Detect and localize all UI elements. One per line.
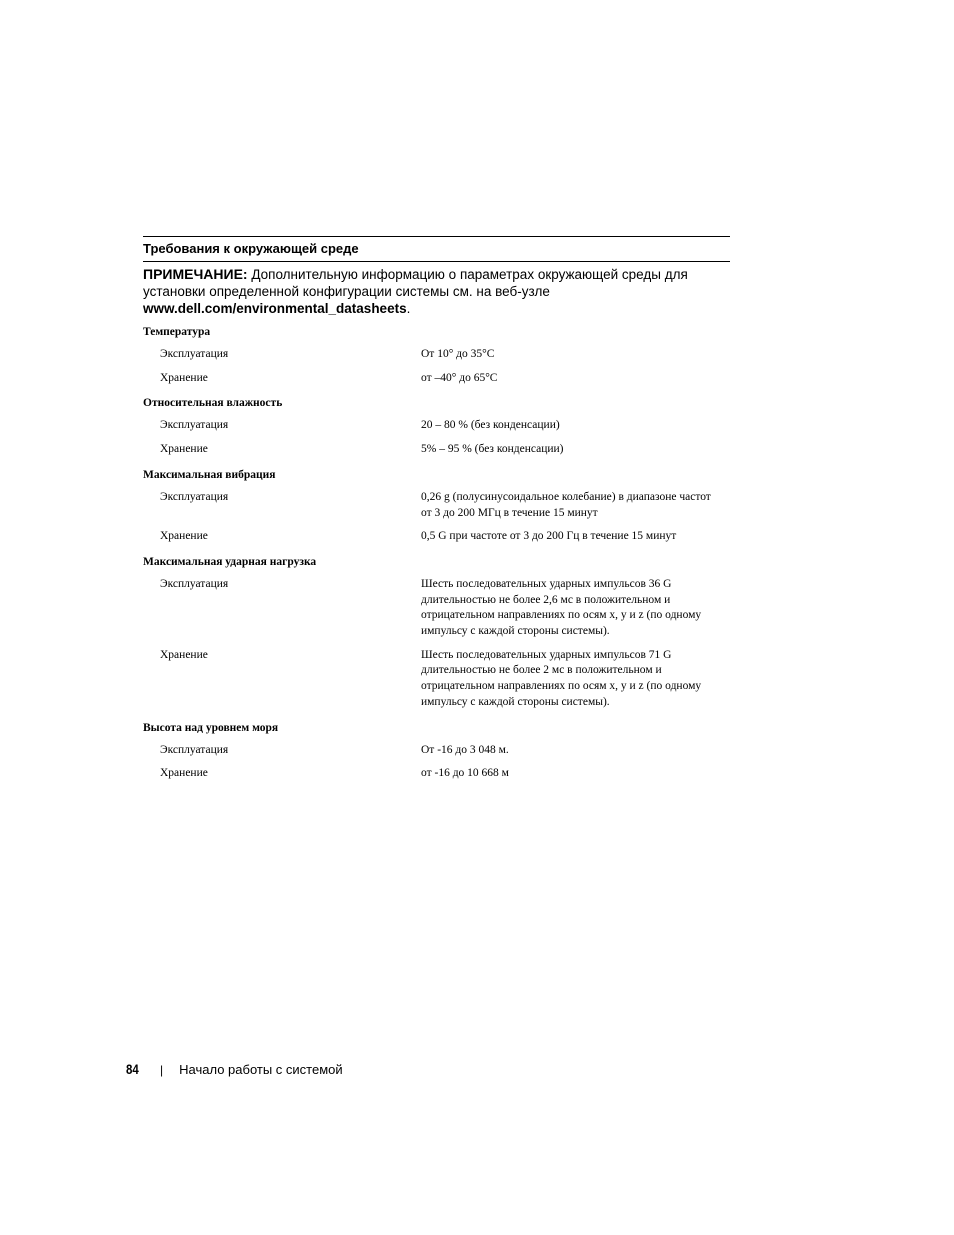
row-value: от –40° до 65°C	[421, 371, 498, 384]
table-row	[143, 743, 730, 767]
row-label: Эксплуатация	[160, 419, 229, 432]
row-value: 0,26 g (полусинусоидальное колебание) в диапазоне частот от 3 до 200 МГц в течение 15 минут	[421, 490, 711, 519]
row-value: от -16 до 10 668 м	[421, 767, 509, 780]
section-title: Требования к окружающей среде	[143, 241, 359, 256]
row-label: Хранение	[160, 371, 208, 384]
environment-section	[143, 236, 730, 317]
footer-separator: |	[160, 1063, 164, 1077]
row-label: Хранение	[160, 648, 208, 661]
table-row	[143, 418, 730, 442]
row-label: Эксплуатация	[160, 743, 229, 756]
page-footer	[126, 1061, 343, 1079]
category-vibration: Максимальная вибрация	[143, 468, 276, 481]
note-text: Дополнительную информацию о параметрах окружающей среды для установки определенной конфигурации системы см. на веб-узле	[143, 267, 688, 299]
row-label: Хранение	[160, 530, 208, 543]
table-row	[143, 577, 730, 648]
row-label: Эксплуатация	[160, 577, 229, 590]
note-end: .	[406, 301, 411, 316]
row-label: Хранение	[160, 767, 208, 780]
page-number: 84	[126, 1062, 139, 1077]
category-altitude: Высота над уровнем моря	[143, 721, 279, 734]
category-temperature: Температура	[143, 326, 211, 338]
category-shock: Максимальная ударная нагрузка	[143, 555, 317, 568]
row-value: Шесть последовательных ударных импульсов 71 G длительностью не более 2 мс в положительном и отрицательном направлениях по осям x, y и z (по одному импульсу с каждой стороны системы).	[421, 648, 702, 708]
row-value: 5% – 95 % (без конденсации)	[421, 443, 564, 456]
row-label: Эксплуатация	[160, 490, 229, 503]
row-label: Хранение	[160, 443, 208, 456]
specs-table	[143, 323, 730, 790]
row-value: 20 – 80 % (без конденсации)	[421, 419, 560, 432]
row-label: Эксплуатация	[160, 348, 229, 360]
table-row	[143, 442, 730, 466]
table-row	[143, 529, 730, 553]
row-value: От -16 до 3 048 м.	[421, 743, 509, 756]
category-humidity: Относительная влажность	[143, 397, 283, 410]
note-label: ПРИМЕЧАНИЕ:	[143, 266, 248, 282]
row-value: От 10° до 35°C	[421, 348, 495, 360]
table-row	[143, 490, 730, 529]
row-value: Шесть последовательных ударных импульсов 36 G длительностью не более 2,6 мс в положительном и отрицательном направлениях по осям x, y и z (по одному импульсу с каждой стороны системы).	[421, 577, 702, 638]
note-url: www.dell.com/environmental_datasheets	[143, 301, 407, 316]
table-row	[143, 347, 730, 371]
note	[143, 262, 730, 317]
table-row	[143, 371, 730, 395]
table-row	[143, 766, 730, 790]
footer-title: Начало работы с системой	[179, 1062, 343, 1077]
table-row	[143, 648, 730, 719]
row-value: 0,5 G при частоте от 3 до 200 Гц в течение 15 минут	[421, 530, 677, 543]
